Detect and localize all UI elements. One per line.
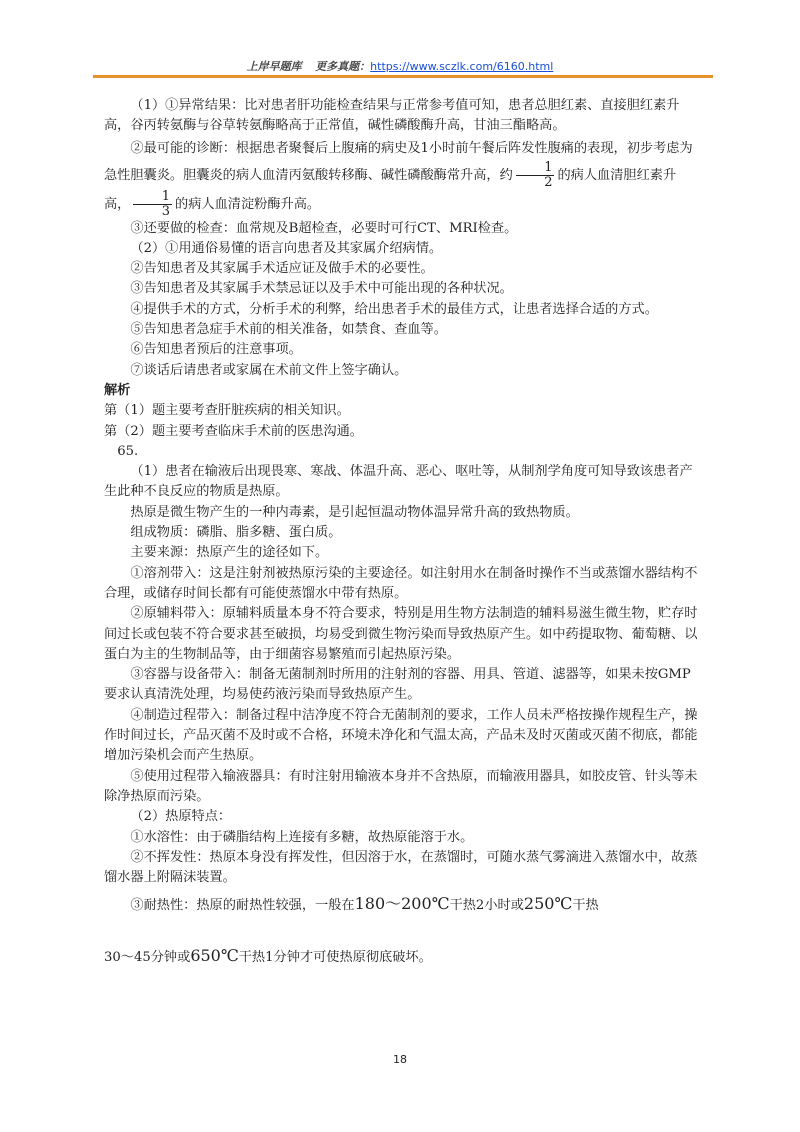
header-link[interactable]: https://www.sczlk.com/6160.html	[370, 60, 554, 73]
header-label: 更多真题：	[315, 60, 371, 73]
q65-source-manufacturing: ④制造过程带入：制备过程中洁净度不符合无菌制剂的要求，工作人员未严格按操作规程生产，操作时间过长，产品灭菌不及时或不合格，环境未净化和气温太高，产品未及时灭菌或灭菌不彻底，都能增加污染机会而产生热原。	[104, 707, 698, 764]
answer-2-item-2: ②告知患者及其家属手术适应证及做手术的必要性。	[130, 261, 434, 277]
diagnosis-text-a: ②最可能的诊断：根据患者聚餐后上腹痛的病史及1小时前午餐后阵发性腹痛的表现，初步考虑为急性胆囊炎。胆囊炎的病人血清丙氨酸转移酶、碱性磷酸酶常升高，约	[104, 140, 693, 183]
diagnosis-text-c: 的病人血清淀粉酶升高。	[175, 196, 321, 212]
fraction-third-numerator: 1	[133, 190, 172, 205]
spacer	[104, 922, 698, 940]
q65-sources-heading: 主要来源：热原产生的途径如下。	[130, 545, 329, 561]
answer-2-item-4: ④提供手术的方式，分析手术的利弊，给出患者手术的最佳方式，让患者选择合适的方式。	[130, 301, 658, 317]
answer-2-item-7: ⑦谈话后请患者或家属在术前文件上签字确认。	[130, 362, 408, 378]
q65-source-solvent: ①溶剂带入：这是注射剂被热原污染的主要途径。如注射用水在制备时操作不当或蒸馏水器结构不合理，或储存时间长都有可能使蒸馏水中带有热原。	[104, 565, 698, 601]
q65-source-raw-materials: ②原辅料带入：原辅料质量本身不符合要求，特别是用生物方法制造的辅料易滋生微生物，贮存时间过长或包装不符合要求甚至破损，均易受到微生物污染而导致热原产生。如中药提取物、葡萄糖、以蛋白为主的生物制品等，由于细菌容易繁殖而引起热原污染。	[104, 606, 698, 662]
answer-1-abnormal-results: （1）①异常结果：比对患者肝功能检查结果与正常参考值可知，患者总胆红素、直接胆红素升高，谷丙转氨酶与谷草转氨酶略高于正常值，碱性磷酸酶升高，甘油三酯略高。	[104, 98, 680, 134]
header-divider	[93, 75, 713, 78]
answer-2-item-5: ⑤告知患者急症手术前的相关准备，如禁食、查血等。	[130, 322, 447, 338]
heat-resistance-cont-text-b: 干热1分钟才可使热原彻底破坏。	[238, 950, 432, 966]
q65-heat-resistance	[104, 888, 698, 922]
answer-1-diagnosis	[104, 137, 698, 219]
heat-resistance-text-a: ③耐热性：热原的耐热性较强，一般在	[130, 898, 355, 914]
answer-2-item-1: （2）①用通俗易懂的语言向患者及其家属介绍病情。	[130, 240, 443, 256]
fraction-half-numerator: 1	[516, 161, 555, 176]
heat-resistance-cont-text-a: 30～45分钟或	[104, 950, 191, 966]
document-body	[104, 96, 698, 974]
header-brand: 上岸早题库	[246, 60, 302, 73]
heat-resistance-temp-3: 650℃	[190, 946, 239, 966]
analysis-line-2: 第（2）题主要考查临床手术前的医患沟通。	[104, 423, 363, 439]
fraction-half	[516, 161, 555, 190]
fraction-third-denominator: 3	[161, 203, 171, 219]
q65-source-equipment: ③容器与设备带入：制备无菌制剂时所用的注射剂的容器、用具、管道、滤器等，如果未按GMP要求认真清洗处理，均易使药液污染而导致热原产生。	[104, 667, 691, 703]
fraction-third	[133, 190, 172, 219]
q65-part1-intro: （1）患者在输液后出现畏寒、寒战、体温升高、恶心、呕吐等，从制剂学角度可知导致该患者产生此种不良反应的物质是热原。	[104, 464, 693, 500]
answer-2-item-3: ③告知患者及其家属手术禁忌证以及手术中可能出现的各种状况。	[130, 281, 513, 297]
heat-resistance-temp-range: 180～200℃	[354, 894, 450, 914]
page-header	[90, 58, 710, 74]
analysis-heading: 解析	[104, 382, 131, 398]
q65-pyrogen-definition: 热原是微生物产生的一种内毒素，是引起恒温动物体温异常升高的致热物质。	[130, 504, 579, 520]
q65-composition: 组成物质：磷脂、脂多糖、蛋白质。	[130, 525, 342, 541]
q65-water-solubility: ①水溶性：由于磷脂结构上连接有多糖，故热原能溶于水。	[130, 829, 474, 845]
question-number: 65.	[117, 443, 139, 459]
fraction-half-denominator: 2	[544, 174, 553, 190]
heat-resistance-temp-2: 250℃	[523, 894, 573, 914]
answer-2-item-6: ⑥告知患者预后的注意事项。	[130, 342, 302, 358]
q65-part2-heading: （2）热原特点：	[130, 809, 232, 825]
diagnosis-text-b: 的病人血清胆红素升高，	[104, 167, 677, 212]
analysis-line-1: 第（1）题主要考查肝脏疾病的相关知识。	[104, 403, 350, 419]
heat-resistance-text-b: 干热2小时或	[449, 898, 524, 914]
q65-non-volatility: ②不挥发性：热原本身没有挥发性，但因溶于水，在蒸馏时，可随水蒸气雾滴进入蒸馏水中，故蒸馏水器上附隔沫装置。	[104, 849, 698, 886]
q65-source-usage: ⑤使用过程带入输液器具：有时注射用输液本身并不含热原，而输液用器具，如胶皮管、针头等未除净热原而污染。	[104, 768, 698, 804]
page-number: 18	[393, 1053, 407, 1066]
q65-heat-resistance-cont	[104, 940, 698, 974]
answer-1-further-exams: ③还要做的检查：血常规及B超检查，必要时可行CT、MRI检查。	[130, 220, 518, 236]
heat-resistance-text-c: 干热	[572, 898, 599, 914]
